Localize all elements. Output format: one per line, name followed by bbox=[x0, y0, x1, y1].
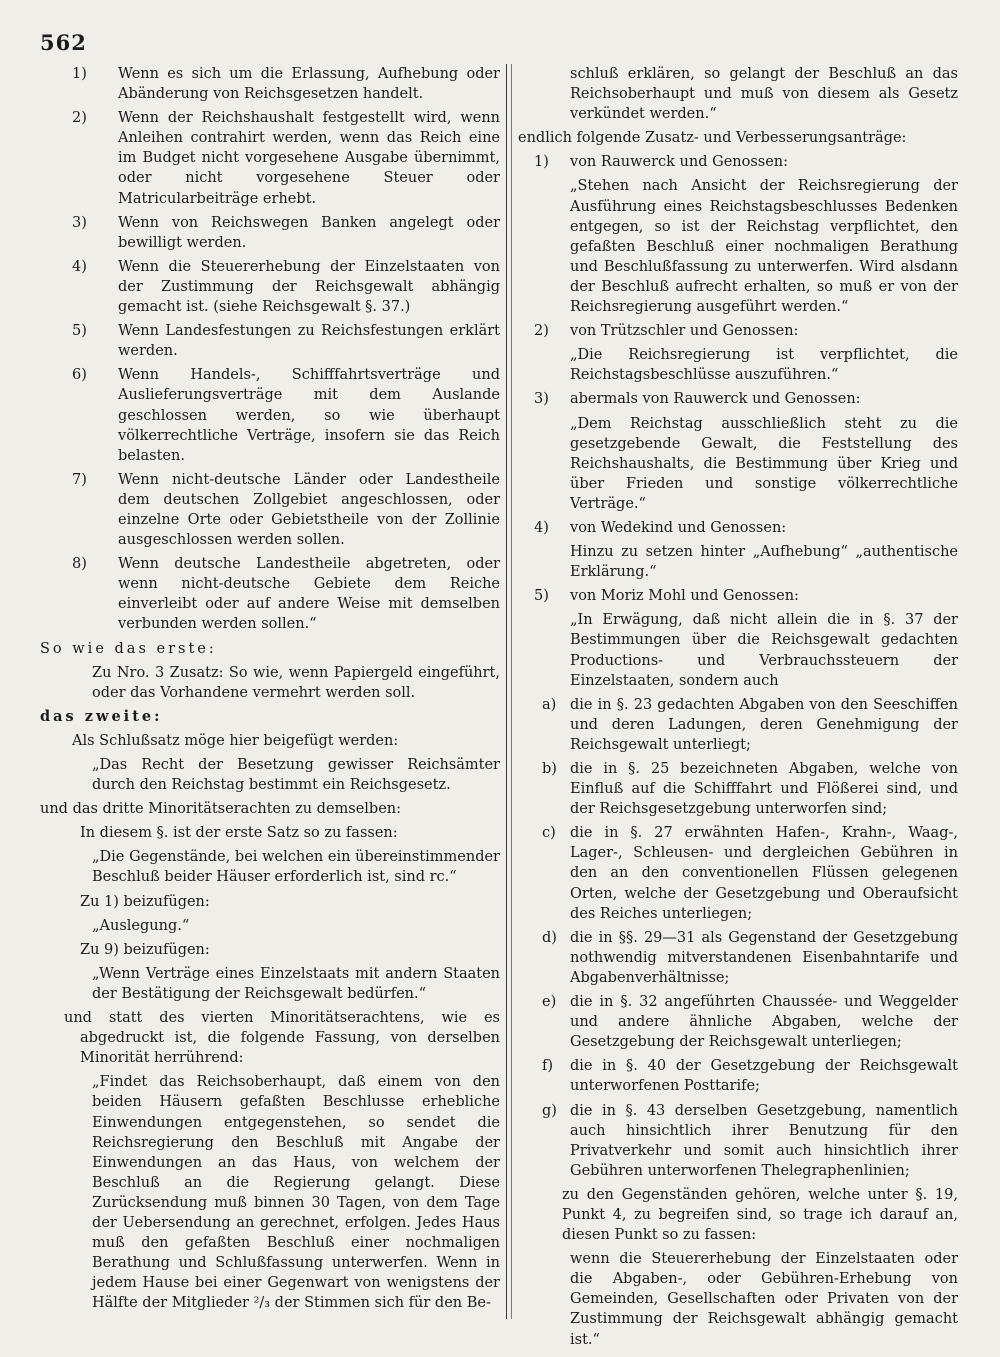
sub-item: g) die in §. 43 derselben Gesetzgebung, namentlich auch hinsichtlich ihrer Benutzung für den Privatverkehr und somit auch hinsichtlich ihrer Gebühren unterworfenen Thelegraphenlinien; bbox=[542, 1102, 958, 1179]
list-item: 4) von Wedekind und Genossen: bbox=[534, 519, 787, 536]
sub-item: b) die in §. 25 bezeichneten Abgaben, welche von Einfluß auf die Schifffahrt und Flößerei sind, und der Reichsgesetzgebung unterworfen sind; bbox=[542, 761, 958, 818]
quote-wedekind: Hinzu zu setzen hinter „Aufhebung“ „authentische Erklärung.“ bbox=[570, 544, 958, 581]
sub-item: f) die in §. 40 der Gesetzgebung der Reichsgewalt unterworfenen Posttarife; bbox=[542, 1058, 958, 1095]
quote-truetzschler: „Die Reichsregierung ist verpflichtet, die Reichstagsbeschlüsse auszuführen.“ bbox=[570, 347, 958, 384]
quote-mohl: „In Erwägung, daß nicht allein die in §. 37 der Bestimmungen über die Reichsgewalt gedachten Productions- und Verbrauchssteuern der Einzelstaaten, sondern auch bbox=[570, 612, 958, 689]
list-item: 7) Wenn nicht-deutsche Länder oder Landestheile dem deutschen Zollgebiet angeschlossen, oder einzelne Orte oder Gebietstheile von der Zollinie ausgeschlossen werden sollen. bbox=[72, 471, 500, 549]
list-item: 2) Wenn der Reichshaushalt festgestellt wird, wenn Anleihen contrahirt werden, wenn das Reich eine im Budget nicht vorgesehene Ausgabe übernimmt, oder nicht vorgesehene Steuer oder Matricularbeiträge erhebt. bbox=[72, 110, 500, 207]
list-item: 2) von Trützschler und Genossen: bbox=[534, 323, 799, 340]
zu-9-label: Zu 9) beizufügen: bbox=[80, 941, 210, 958]
dritte-minoritaet-heading: und das dritte Minoritätserachten zu demselben: bbox=[40, 801, 402, 818]
zusatz-nro3: Zu Nro. 3 Zusatz: So wie, wenn Papiergeld eingeführt, oder das Vorhandene vermehrt werden soll. bbox=[92, 664, 500, 701]
column-divider-inner bbox=[511, 64, 512, 1319]
schlusssatz-intro: Als Schlußsatz möge hier beigefügt werden: bbox=[72, 732, 399, 749]
column-divider bbox=[506, 64, 507, 1319]
page-number: 562 bbox=[40, 30, 87, 55]
list-item: 1) von Rauwerck und Genossen: bbox=[534, 154, 789, 171]
right-column bbox=[518, 64, 958, 1354]
list-item: 6) Wenn Handels-, Schifffahrtsverträge und Auslieferungsverträge mit dem Auslande geschlossen werden, so wie überhaupt völkerrechtliche Verträge, insofern sie das Reich belasten. bbox=[72, 367, 500, 464]
quote-auslegung: „Auslegung.“ bbox=[92, 917, 190, 934]
quote-rauwerck-2: „Dem Reichstag ausschließlich steht zu die gesetzgebende Gewalt, die Feststellung des Reichshaushalts, die Bestimmung über Krieg und über Frieden und sonstige völkerrechtliche Verträge.“ bbox=[570, 415, 958, 512]
left-column bbox=[40, 64, 500, 1317]
endlich-intro: endlich folgende Zusatz- und Verbesserungsanträge: bbox=[518, 130, 907, 147]
sub-item: c) die in §. 27 erwähnten Hafen-, Krahn-, Waag-, Lager-, Schleusen- und dergleichen Gebühren in den an den conventionellen Flüssen gelegenen Orten, welche der Gesetzgebung und Oberaufsicht des Reiches unterliegen; bbox=[542, 825, 958, 922]
zu-1-label: Zu 1) beizufügen: bbox=[80, 893, 210, 910]
quote-reichsoberhaupt: „Findet das Reichsoberhaupt, daß einem von den beiden Häusern gefaßten Beschlusse erhebliche Einwendungen entgegenstehen, so sendet die Reichsregierung den Beschluß mit Angabe der Einwendungen an das Haus, von welchem der Beschluß an die Regierung gelangt. Diese Zurücksendung muß binnen 30 Tagen, von dem Tage der Uebersendung an gerechnet, erfolgen. Jedes Haus muß den gefaßten Beschluß einer nochmaligen Berathung und Schlußfassung unterwerfen. Wenn in jedem Hause bei einer Gegenwart von wenigstens der Hälfte der Mitglieder ²/₃ der Stimmen sich für den Be- bbox=[92, 1074, 500, 1312]
sub-item: e) die in §. 32 angeführten Chaussée- und Weggelder und andere ähnliche Abgaben, welche der Gesetzgebung der Reichsgewalt unterliegen; bbox=[542, 994, 958, 1051]
quote-rauwerck: „Stehen nach Ansicht der Reichsregierung der Ausführung eines Reichstagsbeschlusses Bedenken entgegen, so ist der Reichstag verpflichtet, den gefaßten Beschluß einer nochmaligen Berathung und Beschlußfassung zu unterwerfen. Wird alsdann der Beschluß aufrecht erhalten, so muß er von der Reichsregierung ausgeführt werden.“ bbox=[570, 178, 958, 316]
list-item: 4) Wenn die Steuererhebung der Einzelstaaten von der Zustimmung der Reichsgewalt abhängig gemacht ist. (siehe Reichsgewalt §. 37.) bbox=[72, 258, 500, 316]
das-zweite-heading: das zweite: bbox=[40, 707, 163, 725]
list-item: 3) Wenn von Reichswegen Banken angelegt oder bewilligt werden. bbox=[72, 214, 500, 251]
quote-vertraege: „Wenn Verträge eines Einzelstaats mit andern Staaten der Bestätigung der Reichsgewalt bedürfen.“ bbox=[92, 965, 500, 1002]
list-item: 5) Wenn Landesfestungen zu Reichsfestungen erklärt werden. bbox=[72, 323, 500, 360]
final-quote: wenn die Steuererhebung der Einzelstaaten oder die Abgaben-, oder Gebühren-Erhebung von Gemeinden, Gesellschaften oder Privaten von der Zustimmung der Reichsgewalt abhängig gemacht ist.“ bbox=[570, 1251, 958, 1348]
sub-item: a) die in §. 23 gedachten Abgaben von den Seeschiffen und deren Ladungen, deren Genehmigung der Reichsgewalt unterliegt; bbox=[542, 696, 958, 753]
quote-gegenstaende: „Die Gegenstände, bei welchen ein übereinstimmender Beschluß beider Häuser erforderlich ist, sind rc.“ bbox=[92, 849, 500, 886]
continuation-text: schluß erklären, so gelangt der Beschluß an das Reichsoberhaupt und muß von diesem als Gesetz verkündet werden.“ bbox=[570, 66, 958, 123]
list-item: 5) von Moriz Mohl und Genossen: bbox=[534, 588, 799, 605]
vierte-minoritaet-intro: und statt des vierten Minoritätserachtens, wie es abgedruckt ist, die folgende Fassung, von derselben Minorität herrührend: bbox=[64, 1010, 500, 1067]
quote-reichsaemter: „Das Recht der Besetzung gewisser Reichsämter durch den Reichstag bestimmt ein Reichsgesetz. bbox=[92, 757, 500, 794]
list-item: 8) Wenn deutsche Landestheile abgetreten, oder wenn nicht-deutsche Gebiete dem Reiche einverleibt oder auf andere Weise mit demselben verbunden werden sollen.“ bbox=[72, 556, 500, 633]
sub-item: d) die in §§. 29—31 als Gegenstand der Gesetzgebung nothwendig mitverstandenen Eisenbahntarife und Abgabenverhältnisse; bbox=[542, 929, 958, 986]
so-wie-heading: So wie das erste: bbox=[40, 640, 217, 657]
list-item: 1) Wenn es sich um die Erlassung, Aufhebung oder Abänderung von Reichsgesetzen handelt. bbox=[72, 66, 500, 103]
erster-satz-intro: In diesem §. ist der erste Satz so zu fassen: bbox=[80, 825, 398, 842]
zu-den-gegenstaenden: zu den Gegenständen gehören, welche unter §. 19, Punkt 4, zu begreifen sind, so trage ich darauf an, diesen Punkt so zu fassen: bbox=[562, 1186, 958, 1244]
list-item: 3) abermals von Rauwerck und Genossen: bbox=[534, 391, 861, 408]
